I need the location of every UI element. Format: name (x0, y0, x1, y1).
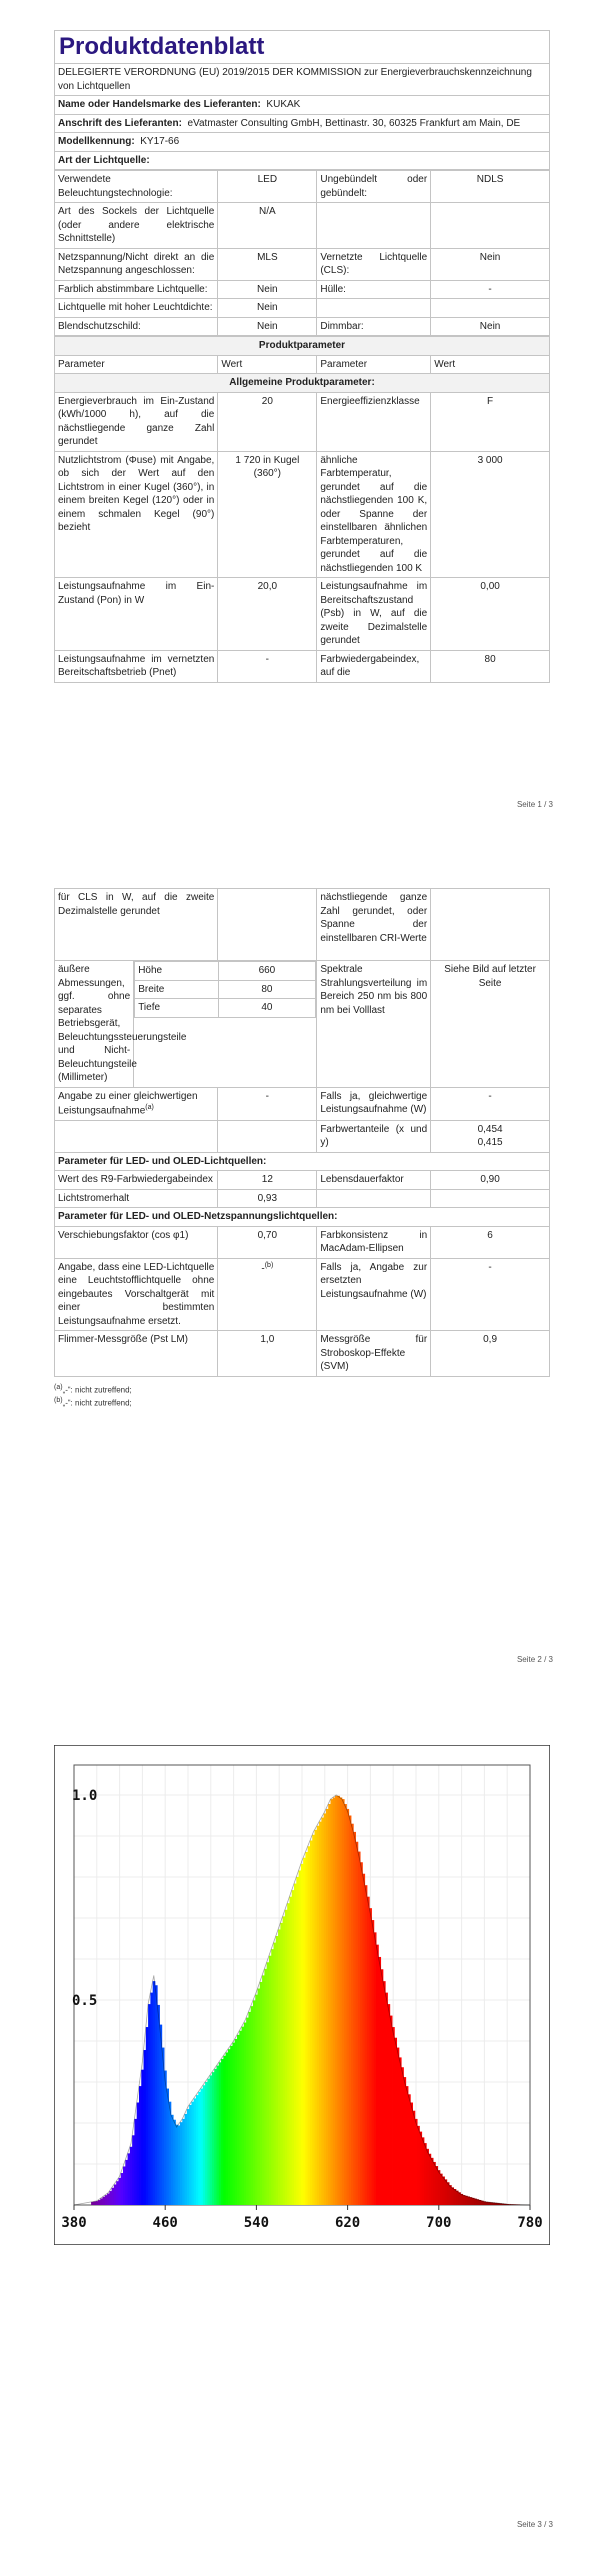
spectrum-band (128, 2153, 131, 2205)
spectrum-band (340, 1797, 343, 2205)
type-value-left: Nein (218, 280, 317, 299)
spectrum-band (100, 2198, 103, 2205)
chroma-x: 0,454 (477, 1123, 503, 1135)
footnote-a: $^{(a)}$„-“: nicht zutreffend; (54, 1383, 132, 1395)
type-param-left: Art des Sockels der Lichtquelle (oder andere elektrische Schnittstelle) (55, 203, 218, 249)
spectrum-band (367, 1897, 370, 2205)
replace-footnote-mark: (b) (264, 1261, 274, 1269)
type-row (55, 171, 550, 203)
type-param-left: Blendschutzschild: (55, 317, 218, 336)
type-value-right: NDLS (431, 171, 550, 203)
spectrum-band (410, 2103, 413, 2206)
cos-value: 0,70 (218, 1226, 317, 1258)
type-param-right: Ungebündelt oder gebündelt: (317, 171, 431, 203)
general-value-left: 20 (218, 392, 317, 451)
spectrum-band (278, 1929, 281, 2205)
dims-key: Breite (135, 980, 218, 999)
spectrum-band (182, 2119, 185, 2205)
spectrum-band (214, 2069, 217, 2205)
spectrum-band (146, 2027, 149, 2205)
spectrum-band (237, 2035, 240, 2205)
type-value-left: N/A (218, 203, 317, 249)
params-table (54, 336, 550, 683)
spectrum-band (123, 2166, 126, 2205)
svm-value: 0,9 (431, 1331, 550, 1377)
spectrum-band (433, 2162, 436, 2205)
general-row (55, 392, 550, 451)
spectrum-band (317, 1826, 320, 2205)
col-value-1: Wert (218, 355, 317, 374)
spectrum-band (385, 1993, 388, 2205)
replace-power-label: Falls ja, Angabe zur ersetzten Leistungsaufnahme (W) (317, 1258, 431, 1331)
general-value-right: F (431, 392, 550, 451)
general-row (55, 451, 550, 578)
spectrum-band (248, 2012, 251, 2205)
type-value-left: MLS (218, 248, 317, 280)
spectrum-band (369, 1908, 372, 2205)
type-param-right: Vernetzte Lichtquelle (CLS): (317, 248, 431, 280)
spectrum-band (289, 1897, 292, 2205)
type-param-left: Netzspannung/Nicht direkt an die Netzspannung angeschlossen: (55, 248, 218, 280)
general-param-right: Leistungsaufnahme im Bereitschaftszustand (Psb) in W, auf die zweite Dezimalstelle gerundet (317, 578, 431, 651)
spectrum-band (460, 2194, 463, 2205)
page-number-1: Seite 1 / 3 (516, 800, 553, 809)
spectrum-band (376, 1945, 379, 2205)
general-row (55, 650, 550, 682)
replace-power-value: - (431, 1258, 550, 1331)
spectrum-band (335, 1796, 338, 2205)
type-row (55, 248, 550, 280)
spectrum-band (310, 1841, 313, 2205)
params-band: Produktparameter (55, 337, 550, 356)
spectrum-band (121, 2173, 124, 2205)
spectrum-band (296, 1877, 299, 2205)
spectrum-band (141, 2070, 144, 2205)
spectrum-band (180, 2122, 183, 2205)
spectrum-band (392, 2027, 395, 2205)
type-param-right: Hülle: (317, 280, 431, 299)
type-row (55, 299, 550, 318)
page-number-3: Seite 3 / 3 (516, 2520, 553, 2529)
spectrum-band (426, 2149, 429, 2205)
spectrum-band (274, 1943, 277, 2205)
spectrum-band (232, 2043, 235, 2205)
spectrum-band (417, 2126, 420, 2205)
spectrum-band (112, 2188, 115, 2205)
general-param-left: Nutzlichtstrom (Φuse) mit Angabe, ob sich der Wert auf den Lichtstrom in einer Kugel (360°), in einem breiten Kegel (120°) oder in einem schmalen Kegel (90°) bezieht (55, 451, 218, 578)
spectrum-band (114, 2185, 117, 2206)
spectrum-band (333, 1797, 336, 2205)
type-param-right (317, 299, 431, 318)
spectrum-band (424, 2143, 427, 2205)
spectrum-band (267, 1962, 270, 2205)
general-value-left: 1 720 in Kugel (360°) (218, 451, 317, 578)
spectrum-band (360, 1862, 363, 2205)
spectrum-band (442, 2177, 445, 2205)
spectrum-band (137, 2103, 140, 2206)
spectrum-band (388, 2004, 391, 2205)
general-param-right: Energieeffizienzklasse (317, 392, 431, 451)
spectrum-band (431, 2158, 434, 2205)
dims-table (134, 961, 316, 1018)
spectrum-band (235, 2039, 238, 2205)
spectrum-band (337, 1796, 340, 2205)
spectrum-band (264, 1969, 267, 2205)
spectrum-band (328, 1804, 331, 2205)
spectrum-band (244, 2023, 247, 2205)
spectrum-band (319, 1822, 322, 2205)
spectrum-band (378, 1957, 381, 2205)
spectrum-band (191, 2102, 194, 2205)
spectrum-band (321, 1818, 324, 2205)
spectrum-band (148, 2004, 151, 2205)
dims-row (135, 999, 316, 1018)
general-param-right: ähnliche Farbtemperatur, gerundet auf die nächstliegenden 100 K, oder Spanne der einstellbaren ähnlichen Farbtemperaturen, gerundet auf die nächstliegenden 100 K (317, 451, 431, 578)
equiv-power-label: Falls ja, gleichwertige Leistungsaufnahme (W) (317, 1087, 431, 1120)
spectrum-band (262, 1975, 265, 2205)
macadam-value: 6 (431, 1226, 550, 1258)
type-value-right: - (431, 280, 550, 299)
spectrum-band (276, 1936, 279, 2205)
spectrum-band (269, 1956, 272, 2205)
spectrum-band (196, 2095, 199, 2205)
maint-value: 0,93 (218, 1189, 317, 1208)
spectrum-band (228, 2049, 231, 2205)
spectrum-band (160, 2025, 163, 2205)
supplier-address: eVatmaster Consulting GmbH, Bettinastr. 30, 60325 Frankfurt am Main, DE (187, 117, 521, 129)
flicker-label: Flimmer-Messgröße (Pst LM) (55, 1331, 218, 1377)
spectrum-band (342, 1799, 345, 2205)
spectrum-band (383, 1981, 386, 2205)
spectrum-band (429, 2154, 432, 2205)
page-2 (0, 880, 603, 1680)
general-param-left: Energieverbrauch im Ein-Zustand (kWh/1000 h), auf die nächstliegende ganze Zahl gerundet (55, 392, 218, 451)
general-value-right: 3 000 (431, 451, 550, 578)
spectrum-band (283, 1916, 286, 2205)
type-param-right: Dimmbar: (317, 317, 431, 336)
spectrum-band (189, 2105, 192, 2205)
spectrum-band (171, 2115, 174, 2205)
spectrum-band (169, 2102, 172, 2205)
spectrum-band (408, 2094, 411, 2205)
replace-label: Angabe, dass eine LED-Lichtquelle eine Leuchtstofflichtquelle ohne eingebautes Vorschaltgerät mit einer bestimmten Leistungsaufnahme ersetzt. (55, 1258, 218, 1331)
mains-band: Parameter für LED- und OLED-Netzspannungslichtquellen: (55, 1208, 550, 1227)
spectrum-band (406, 2086, 409, 2205)
model-id: KY17-66 (140, 136, 180, 147)
spectrum-band (463, 2195, 466, 2205)
spectrum-band (116, 2181, 119, 2205)
type-row (55, 280, 550, 299)
spectrum-band (153, 1981, 156, 2205)
spectrum-band (308, 1846, 311, 2205)
spectrum-band (315, 1830, 318, 2205)
spectrum-band (353, 1832, 356, 2205)
spectrum-band (305, 1852, 308, 2205)
spectrum-band (212, 2072, 215, 2205)
spectrum-band (403, 2077, 406, 2205)
spectrum-band (449, 2185, 452, 2205)
spectrum-band (401, 2067, 404, 2205)
type-value-left: Nein (218, 317, 317, 336)
x-tick-label: 700 (426, 2215, 452, 2231)
cls-cont-label: für CLS in W, auf die zweite Dezimalstelle gerundet (55, 889, 218, 961)
maint-label: Lichtstromerhalt (55, 1189, 218, 1208)
type-value-right: Nein (431, 248, 550, 280)
spectrum-band (324, 1813, 327, 2205)
r9-label: Wert des R9-Farbwiedergabeindex (55, 1171, 218, 1190)
spectrum-band (91, 2202, 94, 2205)
spectrum-band (346, 1809, 349, 2205)
spectrum-band (445, 2179, 448, 2205)
x-tick-label: 380 (61, 2215, 87, 2231)
footnotes (54, 1383, 550, 1410)
datasheet-page-2 (54, 888, 550, 1410)
general-param-right: Farbwiedergabeindex, auf die (317, 650, 431, 682)
spectrum-band (226, 2052, 229, 2205)
general-row (55, 578, 550, 651)
spectrum-band (435, 2166, 438, 2205)
spectrum-band (285, 1910, 288, 2205)
dims-key: Höhe (135, 962, 218, 981)
spectrum-band (155, 1985, 158, 2205)
spectrum-band (253, 2000, 256, 2205)
col-param-1: Parameter (55, 355, 218, 374)
replace-value: - (261, 1263, 265, 1275)
spectrum-band (107, 2194, 110, 2205)
model-label: Modellkennung: (58, 136, 135, 147)
flicker-value: 1,0 (218, 1331, 317, 1377)
dims-row (135, 962, 316, 981)
general-value-left: - (218, 650, 317, 682)
spectrum-band (358, 1852, 361, 2205)
document-title: Produktdatenblatt (54, 30, 550, 63)
spectrum-band (349, 1816, 352, 2206)
type-value-left: Nein (218, 299, 317, 318)
spectrum-band (157, 2005, 160, 2205)
spectrum-band (374, 1932, 377, 2205)
equiv-label: Angabe zu einer gleichwertigen Leistungsaufnahme (58, 1090, 198, 1117)
r9-value: 12 (218, 1171, 317, 1190)
dims-value: 40 (218, 999, 316, 1018)
regulation-text: DELEGIERTE VERORDNUNG (EU) 2019/2015 DER KOMMISSION zur Energieverbrauchskennzeichnung von Lichtquellen (55, 64, 550, 96)
spectrum-band (454, 2189, 457, 2205)
spectrum-band (303, 1858, 306, 2205)
spectrum-band (255, 1995, 258, 2205)
spectrum-band (150, 1993, 153, 2205)
spectrum-band (344, 1804, 347, 2205)
col-value-2: Wert (431, 355, 550, 374)
supplier-name-label: Name oder Handelsmarke des Lieferanten: (58, 99, 261, 110)
footnote-b: $^{(b)}$„-“: nicht zutreffend; (54, 1397, 132, 1409)
spectrum-band (96, 2201, 99, 2205)
spectrum-band (175, 2125, 178, 2205)
datasheet-page-1 (54, 30, 550, 683)
dims-value: 660 (218, 962, 316, 981)
spectrum-band (251, 2006, 254, 2205)
spectrum-svg (54, 1745, 550, 2245)
general-band: Allgemeine Produktparameter: (55, 374, 550, 393)
dims-label: äußere Abmessungen, ggf. ohne separates Betriebsgerät, Beleuchtungssteuerungsteile und Nicht-Beleuchtungsteile (Millimeter) (55, 961, 134, 1088)
spectrum-band (139, 2086, 142, 2205)
spectrum-band (397, 2048, 400, 2205)
spectrum-band (419, 2132, 422, 2205)
general-value-right: 0,00 (431, 578, 550, 651)
led-band: Parameter für LED- und OLED-Lichtquellen: (55, 1152, 550, 1171)
spectrum-band (362, 1874, 365, 2205)
general-param-left: Leistungsaufnahme im Ein-Zustand (Pon) in W (55, 578, 218, 651)
spectrum-band (221, 2059, 224, 2205)
spectrum-band (292, 1890, 295, 2205)
spectrum-band (207, 2079, 210, 2205)
spectrum-band (217, 2066, 220, 2205)
spectrum-band (470, 2197, 473, 2205)
general-value-left: 20,0 (218, 578, 317, 651)
spectrum-band (187, 2109, 190, 2205)
spectrum-band (299, 1870, 302, 2205)
spectrum-band (467, 2196, 470, 2205)
spectrum-band (118, 2178, 121, 2205)
general-value-right: 80 (431, 650, 550, 682)
spectrum-band (351, 1824, 354, 2205)
spectrum-band (312, 1835, 315, 2205)
x-tick-label: 460 (152, 2215, 178, 2231)
spectrum-band (219, 2062, 222, 2205)
type-value-right (431, 299, 550, 318)
spectrum-band (239, 2031, 242, 2205)
supplier-name: KUKAK (266, 99, 301, 110)
type-row (55, 203, 550, 249)
spectrum-band (242, 2027, 245, 2205)
spectral-value: Siehe Bild auf letzter Seite (431, 961, 550, 1088)
spectrum-band (438, 2170, 441, 2205)
type-row (55, 317, 550, 336)
spectrum-band (205, 2082, 208, 2205)
general-param-left: Leistungsaufnahme im vernetzten Bereitschaftsbetrieb (Pnet) (55, 650, 218, 682)
spectrum-band (331, 1799, 334, 2205)
spectrum-band (130, 2147, 133, 2205)
page-number-2: Seite 2 / 3 (516, 1655, 553, 1664)
spectrum-band (280, 1923, 283, 2205)
spectrum-band (230, 2046, 233, 2205)
type-value-right (431, 203, 550, 249)
spectrum-band (93, 2202, 96, 2205)
spectrum-band (223, 2056, 226, 2205)
spectrum-band (465, 2196, 468, 2205)
page-1 (0, 0, 603, 820)
spectrum-band (365, 1885, 368, 2205)
type-table (54, 170, 550, 336)
life-value: 0,90 (431, 1171, 550, 1190)
spectrum-band (258, 1989, 261, 2205)
spectrum-band (210, 2075, 213, 2205)
dims-value: 80 (218, 980, 316, 999)
spectrum-band (301, 1864, 304, 2205)
spectrum-band (415, 2119, 418, 2205)
cos-label: Verschiebungsfaktor (cos φ1) (55, 1226, 218, 1258)
equiv-footnote-mark: (a) (145, 1104, 154, 1111)
spectrum-band (399, 2057, 402, 2205)
spectrum-band (132, 2135, 135, 2205)
spectrum-band (178, 2125, 181, 2205)
equiv-power-value: - (431, 1087, 550, 1120)
type-param-left: Verwendete Beleuchtungstechnologie: (55, 171, 218, 203)
macadam-label: Farbkonsistenz in MacAdam-Ellipsen (317, 1226, 431, 1258)
life-label: Lebensdauerfaktor (317, 1171, 431, 1190)
y-tick-label: 0.5 (72, 1993, 98, 2009)
spectrum-band (194, 2098, 197, 2205)
supplier-address-label: Anschrift des Lieferanten: (58, 117, 182, 129)
cri-cont-label: nächstliegende ganze Zahl gerundet, oder Spanne der einstellbaren CRI-Werte (317, 889, 431, 961)
spectrum-band (422, 2137, 425, 2205)
y-tick-label: 1.0 (72, 1788, 98, 1804)
spectrum-band (287, 1903, 290, 2205)
spectrum-band (134, 2119, 137, 2205)
spectrum-band (372, 1920, 375, 2205)
spectrum-band (294, 1884, 297, 2205)
spectrum-band (246, 2018, 249, 2205)
dims-key: Tiefe (135, 999, 218, 1018)
spectrum-band (109, 2191, 112, 2205)
spectrum-band (356, 1842, 359, 2205)
spectrum-band (198, 2092, 201, 2205)
chroma-y: 0,415 (477, 1137, 503, 1149)
type-param-left: Lichtquelle mit hoher Leuchtdichte: (55, 299, 218, 318)
type-param-left: Farblich abstimmbare Lichtquelle: (55, 280, 218, 299)
type-heading: Art der Lichtquelle: (55, 151, 550, 170)
spectrum-band (381, 1969, 384, 2205)
spectrum-band (413, 2111, 416, 2205)
spectrum-band (98, 2200, 101, 2205)
spectrum-band (201, 2089, 204, 2205)
type-value-left: LED (218, 171, 317, 203)
type-param-right (317, 203, 431, 249)
x-tick-label: 540 (243, 2215, 270, 2231)
spectrum-band (326, 1809, 329, 2205)
spectrum-band (144, 2050, 147, 2205)
spectrum-band (451, 2187, 454, 2205)
spectrum-band (394, 2038, 397, 2205)
x-tick-label: 780 (517, 2215, 543, 2231)
equiv-value: - (218, 1087, 317, 1120)
header-table (54, 63, 550, 170)
spectrum-band (173, 2120, 176, 2205)
spectrum-band (390, 2016, 393, 2205)
params-table-cont (54, 888, 550, 1377)
spectrum-chart (54, 1745, 550, 2245)
svm-label: Messgröße für Stroboskop-Effekte (SVM) (317, 1331, 431, 1377)
spectrum-band (440, 2174, 443, 2205)
spectrum-band (185, 2114, 188, 2205)
spectral-label: Spektrale Strahlungsverteilung im Bereich 250 nm bis 800 nm bei Volllast (317, 961, 431, 1088)
col-param-2: Parameter (317, 355, 431, 374)
spectrum-band (203, 2085, 206, 2205)
spectrum-band (105, 2195, 108, 2205)
spectrum-band (103, 2197, 106, 2205)
dims-row (135, 980, 316, 999)
x-tick-label: 620 (334, 2215, 361, 2231)
type-value-right: Nein (431, 317, 550, 336)
spectrum-band (125, 2160, 128, 2205)
chroma-label: Farbwertanteile (x und y) (317, 1120, 431, 1152)
spectrum-band (260, 1982, 263, 2205)
spectrum-band (271, 1949, 274, 2205)
spectrum-band (166, 2089, 169, 2205)
